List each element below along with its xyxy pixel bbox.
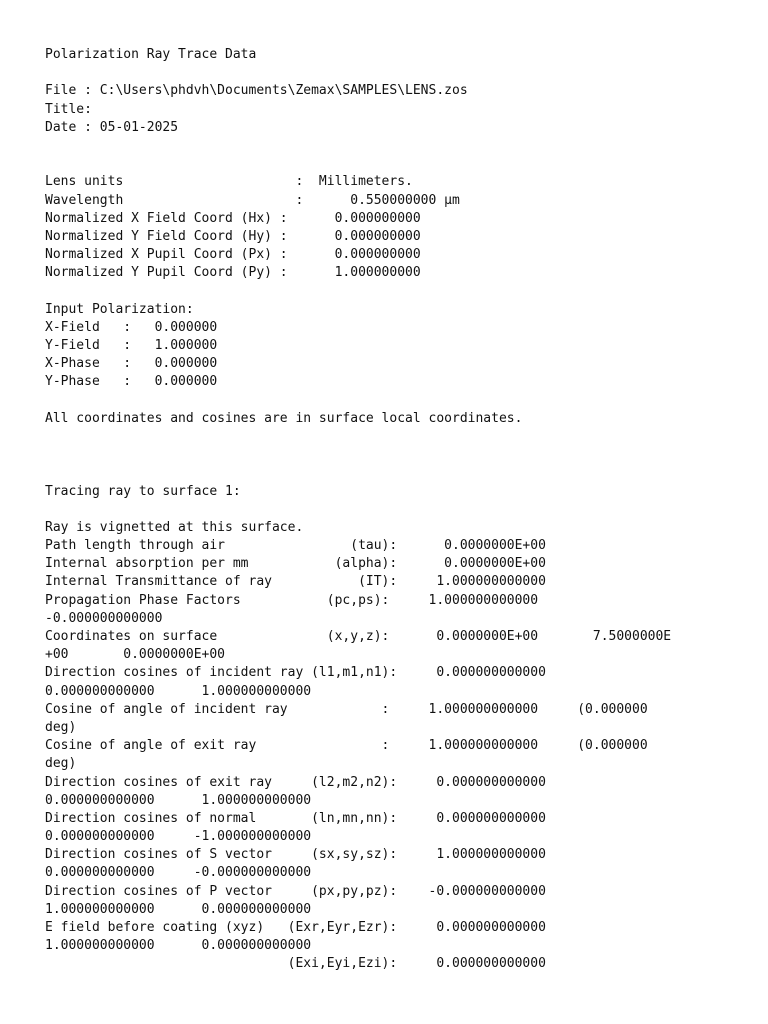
coordinates-line: Coordinates on surface (x,y,z): 0.0000000E+00 7.5000000E (45, 629, 672, 644)
pupil-py-line: Normalized Y Pupil Coord (Py) : 1.000000000 (45, 265, 421, 281)
incident-angle-wrap: deg) (45, 719, 77, 735)
phase-factors-line: Propagation Phase Factors (pc,ps): 1.000000000000 (45, 592, 539, 608)
blank-line (45, 501, 760, 519)
incident-angle-line: Cosine of angle of incident ray : 1.000000000000 (0.000000 (45, 701, 648, 717)
coordinates-note: All coordinates and cosines are in surface local coordinates. (45, 410, 523, 426)
lens-units-line: Lens units : Millimeters. (45, 174, 413, 190)
report-text (45, 46, 760, 974)
wavelength-line: Wavelength : 0.550000000 µm (45, 192, 460, 208)
blank-line (45, 155, 760, 173)
s-vector-wrap: 0.000000000000 -0.000000000000 (45, 865, 312, 881)
vignetted-line: Ray is vignetted at this surface. (45, 519, 304, 535)
e-field-imag-line: (Exi,Eyi,Ezi): 0.000000000000 (45, 956, 546, 972)
title-line: Title: (45, 101, 92, 117)
blank-line (45, 64, 760, 82)
e-field-real-wrap: 1.000000000000 0.000000000000 (45, 938, 312, 954)
date-line: Date : 05-01-2025 (45, 119, 179, 135)
blank-line (45, 137, 760, 155)
blank-line (45, 446, 760, 464)
p-vector-line: Direction cosines of P vector (px,py,pz): -0.000000000000 (45, 883, 546, 899)
report-title: Polarization Ray Trace Data (45, 47, 257, 62)
y-field-line: Y-Field : 1.000000 (45, 338, 218, 353)
input-polarization-heading: Input Polarization: (45, 301, 194, 317)
p-vector-wrap: 1.000000000000 0.000000000000 (45, 901, 312, 917)
normal-cosines-wrap: 0.000000000000 -1.000000000000 (45, 829, 312, 845)
path-length-line: Path length through air (tau): 0.0000000E+00 (45, 538, 546, 554)
file-path-line: File : C:\Users\phdvh\Documents\Zemax\SAMPLES\LENS.zos (45, 83, 468, 99)
x-phase-line: X-Phase : 0.000000 (45, 356, 218, 372)
exit-cosines-line: Direction cosines of exit ray (l2,m2,n2): 0.000000000000 (45, 774, 546, 790)
exit-angle-wrap: deg) (45, 756, 77, 772)
tracing-heading: Tracing ray to surface 1: (45, 483, 241, 499)
normal-cosines-line: Direction cosines of normal (ln,mn,nn): 0.000000000000 (45, 810, 546, 826)
y-phase-line: Y-Phase : 0.000000 (45, 374, 218, 390)
exit-angle-line: Cosine of angle of exit ray : 1.000000000000 (0.000000 (45, 738, 648, 754)
x-field-line: X-Field : 0.000000 (45, 319, 218, 335)
phase-factors-wrap: -0.000000000000 (45, 610, 163, 626)
blank-line (45, 464, 760, 482)
coordinates-wrap: +00 0.0000000E+00 (45, 647, 226, 663)
exit-cosines-wrap: 0.000000000000 1.000000000000 (45, 792, 312, 808)
field-hy-line: Normalized Y Field Coord (Hy) : 0.000000000 (45, 228, 421, 244)
blank-line (45, 428, 760, 446)
incident-cosines-wrap: 0.000000000000 1.000000000000 (45, 683, 312, 699)
incident-cosines-line: Direction cosines of incident ray (l1,m1,n1): 0.000000000000 (45, 665, 546, 681)
e-field-real-line: E field before coating (xyz) (Exr,Eyr,Ezr): 0.000000000000 (45, 920, 546, 935)
s-vector-line: Direction cosines of S vector (sx,sy,sz): 1.000000000000 (45, 847, 546, 863)
pupil-px-line: Normalized X Pupil Coord (Px) : 0.000000000 (45, 247, 421, 263)
transmittance-line: Internal Transmittance of ray (IT): 1.000000000000 (45, 574, 546, 590)
absorption-line: Internal absorption per mm (alpha): 0.0000000E+00 (45, 556, 546, 572)
blank-line (45, 392, 760, 410)
blank-line (45, 282, 760, 300)
field-hx-line: Normalized X Field Coord (Hx) : 0.000000000 (45, 210, 421, 226)
